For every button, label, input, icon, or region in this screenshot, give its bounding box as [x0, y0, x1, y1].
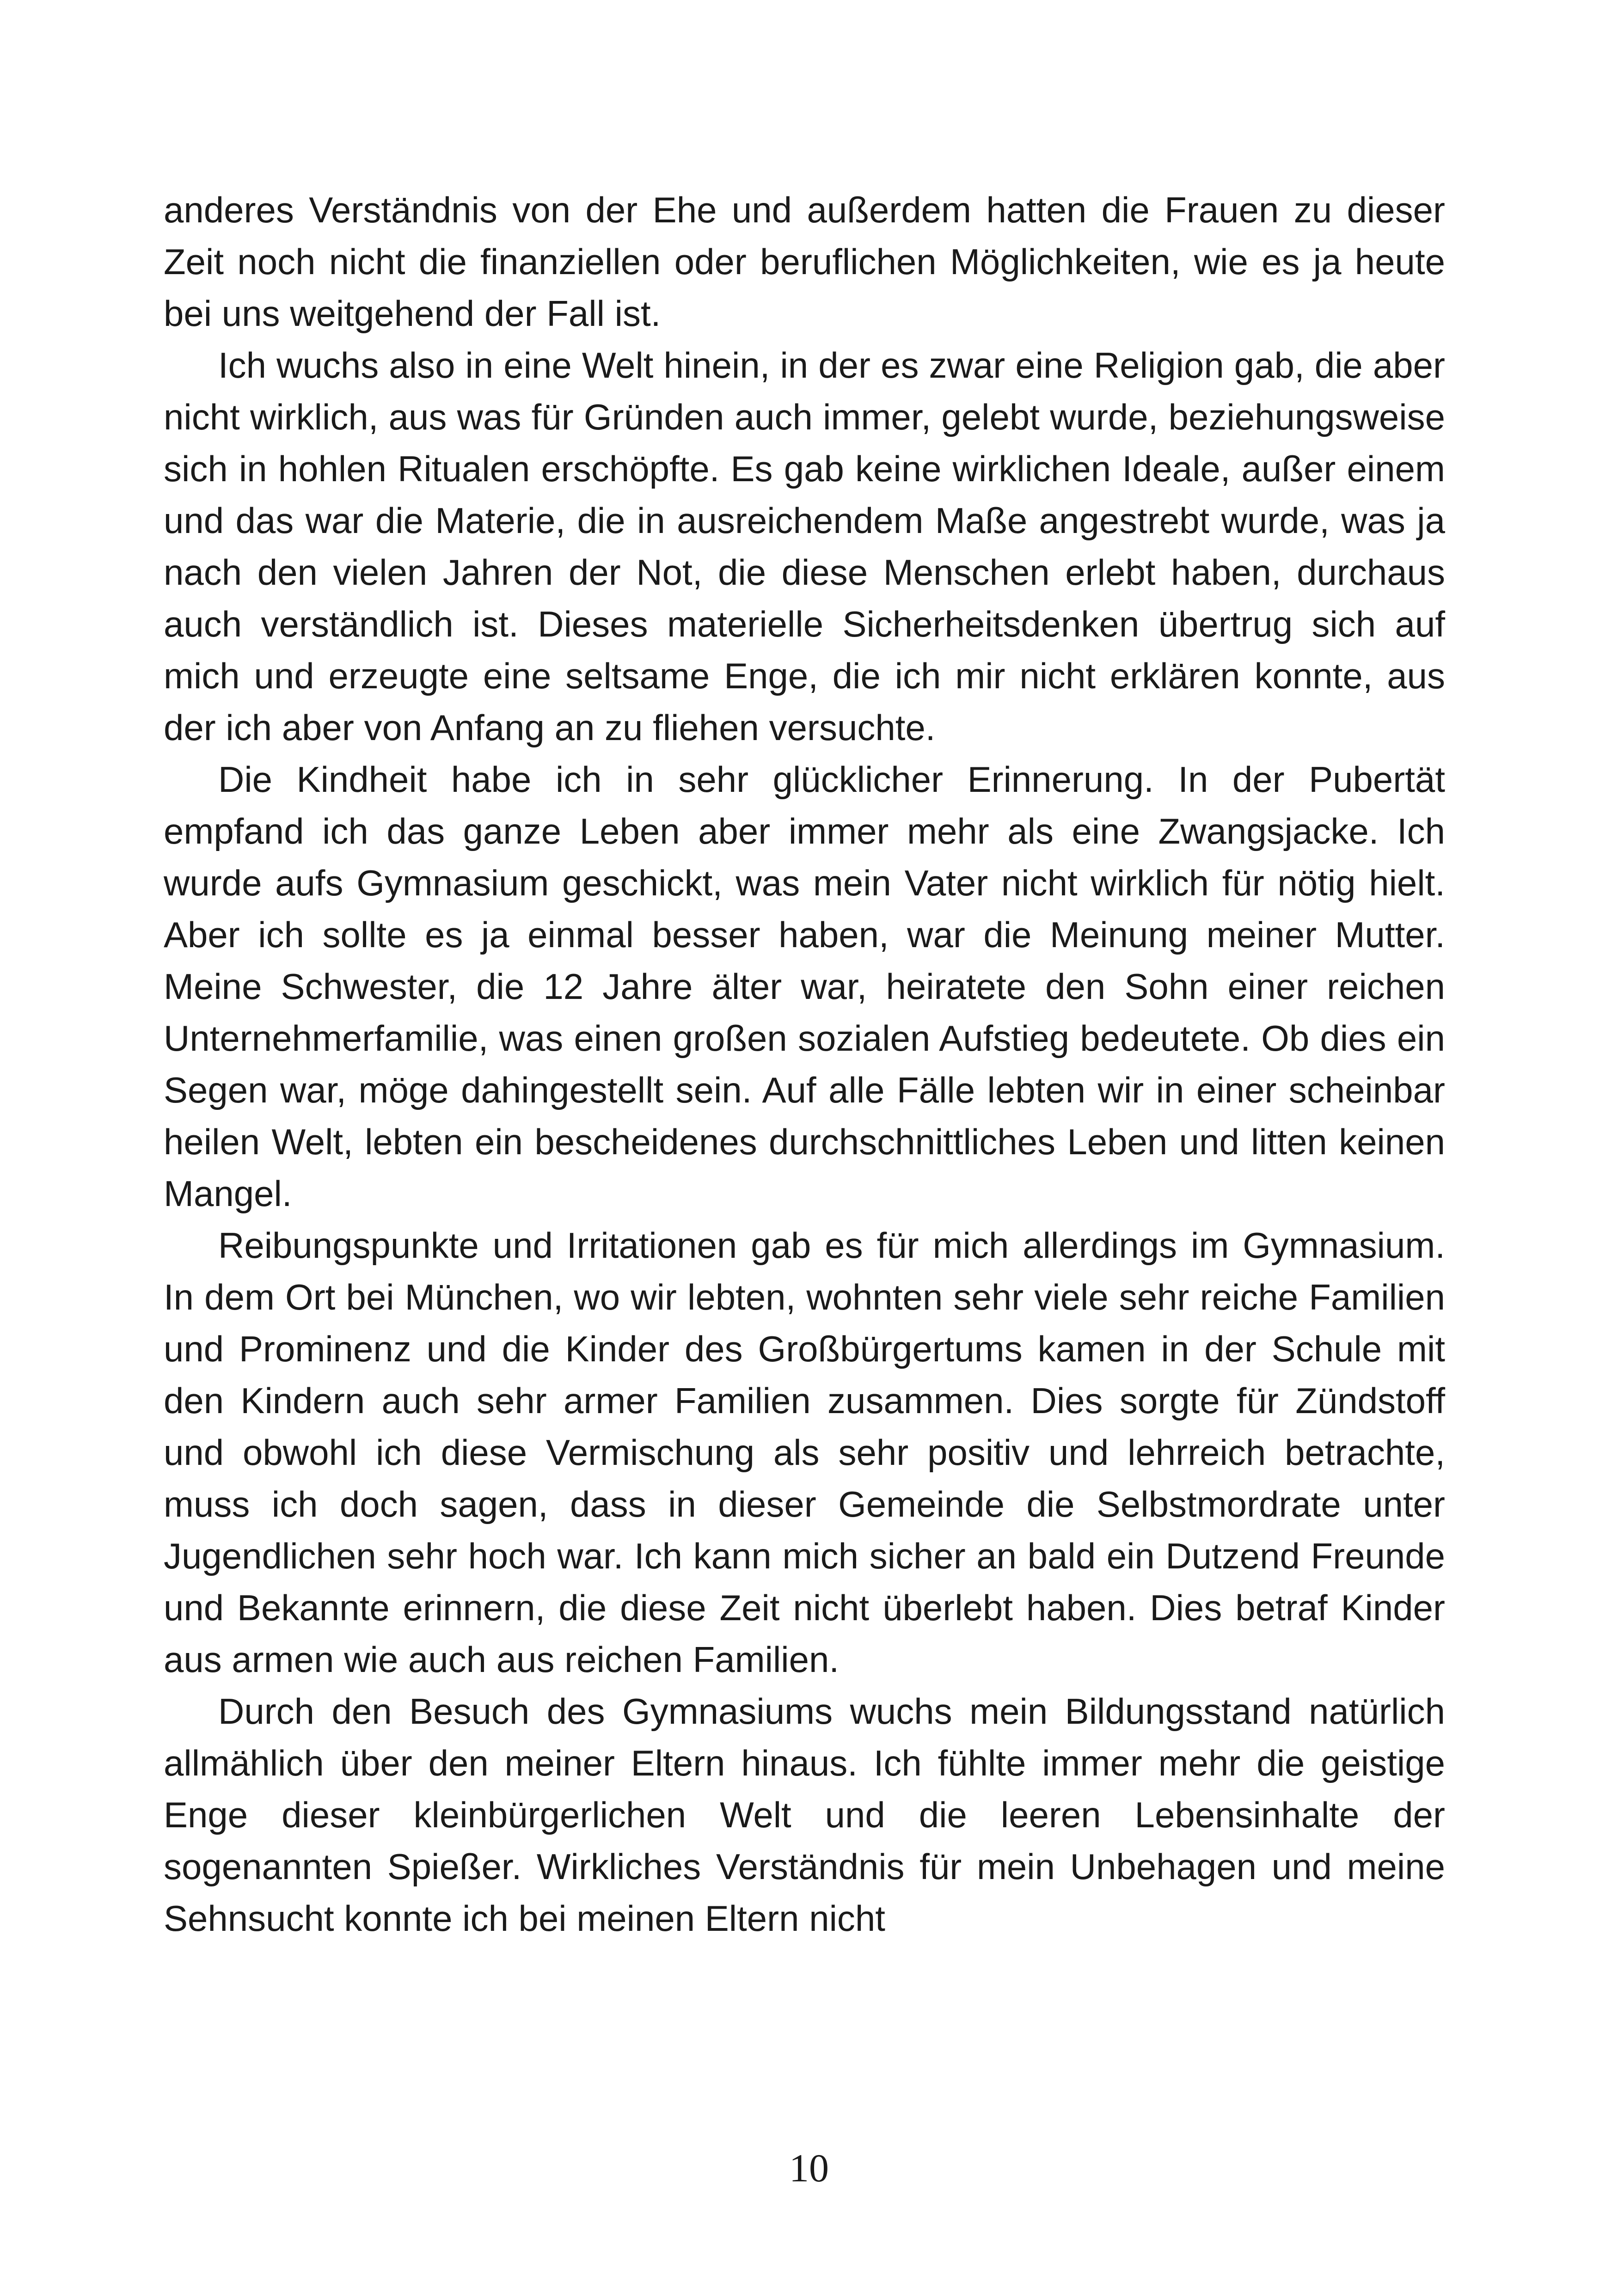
paragraph-childhood: Die Kindheit habe ich in sehr glücklicher Erinnerung. In der Pubertät empfand ich das ganze Leben aber immer mehr als eine Zwangsjacke. Ich wurde aufs Gymnasium geschickt, was mein Vater nicht wirklich für nötig hielt. Aber ich sollte es ja einmal besser haben, war die Meinung meiner Mutter. Meine Schwester, die 12 Jahre älter war, heiratete den Sohn einer reichen Unternehmerfamilie, was einen großen sozialen Aufstieg bedeutete. Ob dies ein Segen war, möge dahingestellt sein. Auf alle Fälle lebten wir in einer scheinbar heilen Welt, lebten ein bescheidenes durchschnittliches Leben und litten keinen Mangel. [164, 759, 1445, 1214]
paragraph-continuation: anderes Verständnis von der Ehe und außerdem hatten die Frauen zu dieser Zeit noch nicht die finanziellen oder beruflichen Möglichkeiten, wie es ja heute bei uns weitgehend der Fall ist. [164, 190, 1445, 334]
page-number: 10 [789, 2146, 829, 2190]
body-text [164, 184, 1445, 1944]
paragraph-education: Durch den Besuch des Gymnasiums wuchs mein Bildungsstand natürlich allmählich über den meiner Eltern hinaus. Ich fühlte immer mehr die geistige Enge dieser kleinbürgerlichen Welt und die leeren Lebensinhalte der sogenannten Spießer. Wirkliches Verständnis für mein Unbehagen und meine Sehnsucht konnte ich bei meinen Eltern nicht [164, 1691, 1445, 1939]
paragraph-religion: Ich wuchs also in eine Welt hinein, in der es zwar eine Religion gab, die aber nicht wirklich, aus was für Gründen auch immer, gelebt wurde, beziehungsweise sich in hohlen Ritualen erschöpfte. Es gab keine wirklichen Ideale, außer einem und das war die Materie, die in ausreichendem Maße angestrebt wurde, was ja nach den vielen Jahren der Not, die diese Menschen erlebt haben, durchaus auch verständlich ist. Dieses materielle Sicherheitsdenken übertrug sich auf mich und erzeugte eine seltsame Enge, die ich mir nicht erklären konnte, aus der ich aber von Anfang an zu fliehen versuchte. [164, 345, 1445, 748]
paragraph-gymnasium: Reibungspunkte und Irritationen gab es für mich allerdings im Gymnasium. In dem Ort bei München, wo wir lebten, wohnten sehr viele sehr reiche Familien und Prominenz und die Kinder des Großbürgertums kamen in der Schule mit den Kindern auch sehr armer Familien zusammen. Dies sorgte für Zündstoff und obwohl ich diese Vermischung als sehr positiv und lehrreich betrachte, muss ich doch sagen, dass in dieser Gemeinde die Selbstmordrate unter Jugendlichen sehr hoch war. Ich kann mich sicher an bald ein Dutzend Freunde und Bekannte erinnern, die diese Zeit nicht überlebt haben. Dies betraf Kinder aus armen wie auch aus reichen Familien. [164, 1225, 1445, 1680]
